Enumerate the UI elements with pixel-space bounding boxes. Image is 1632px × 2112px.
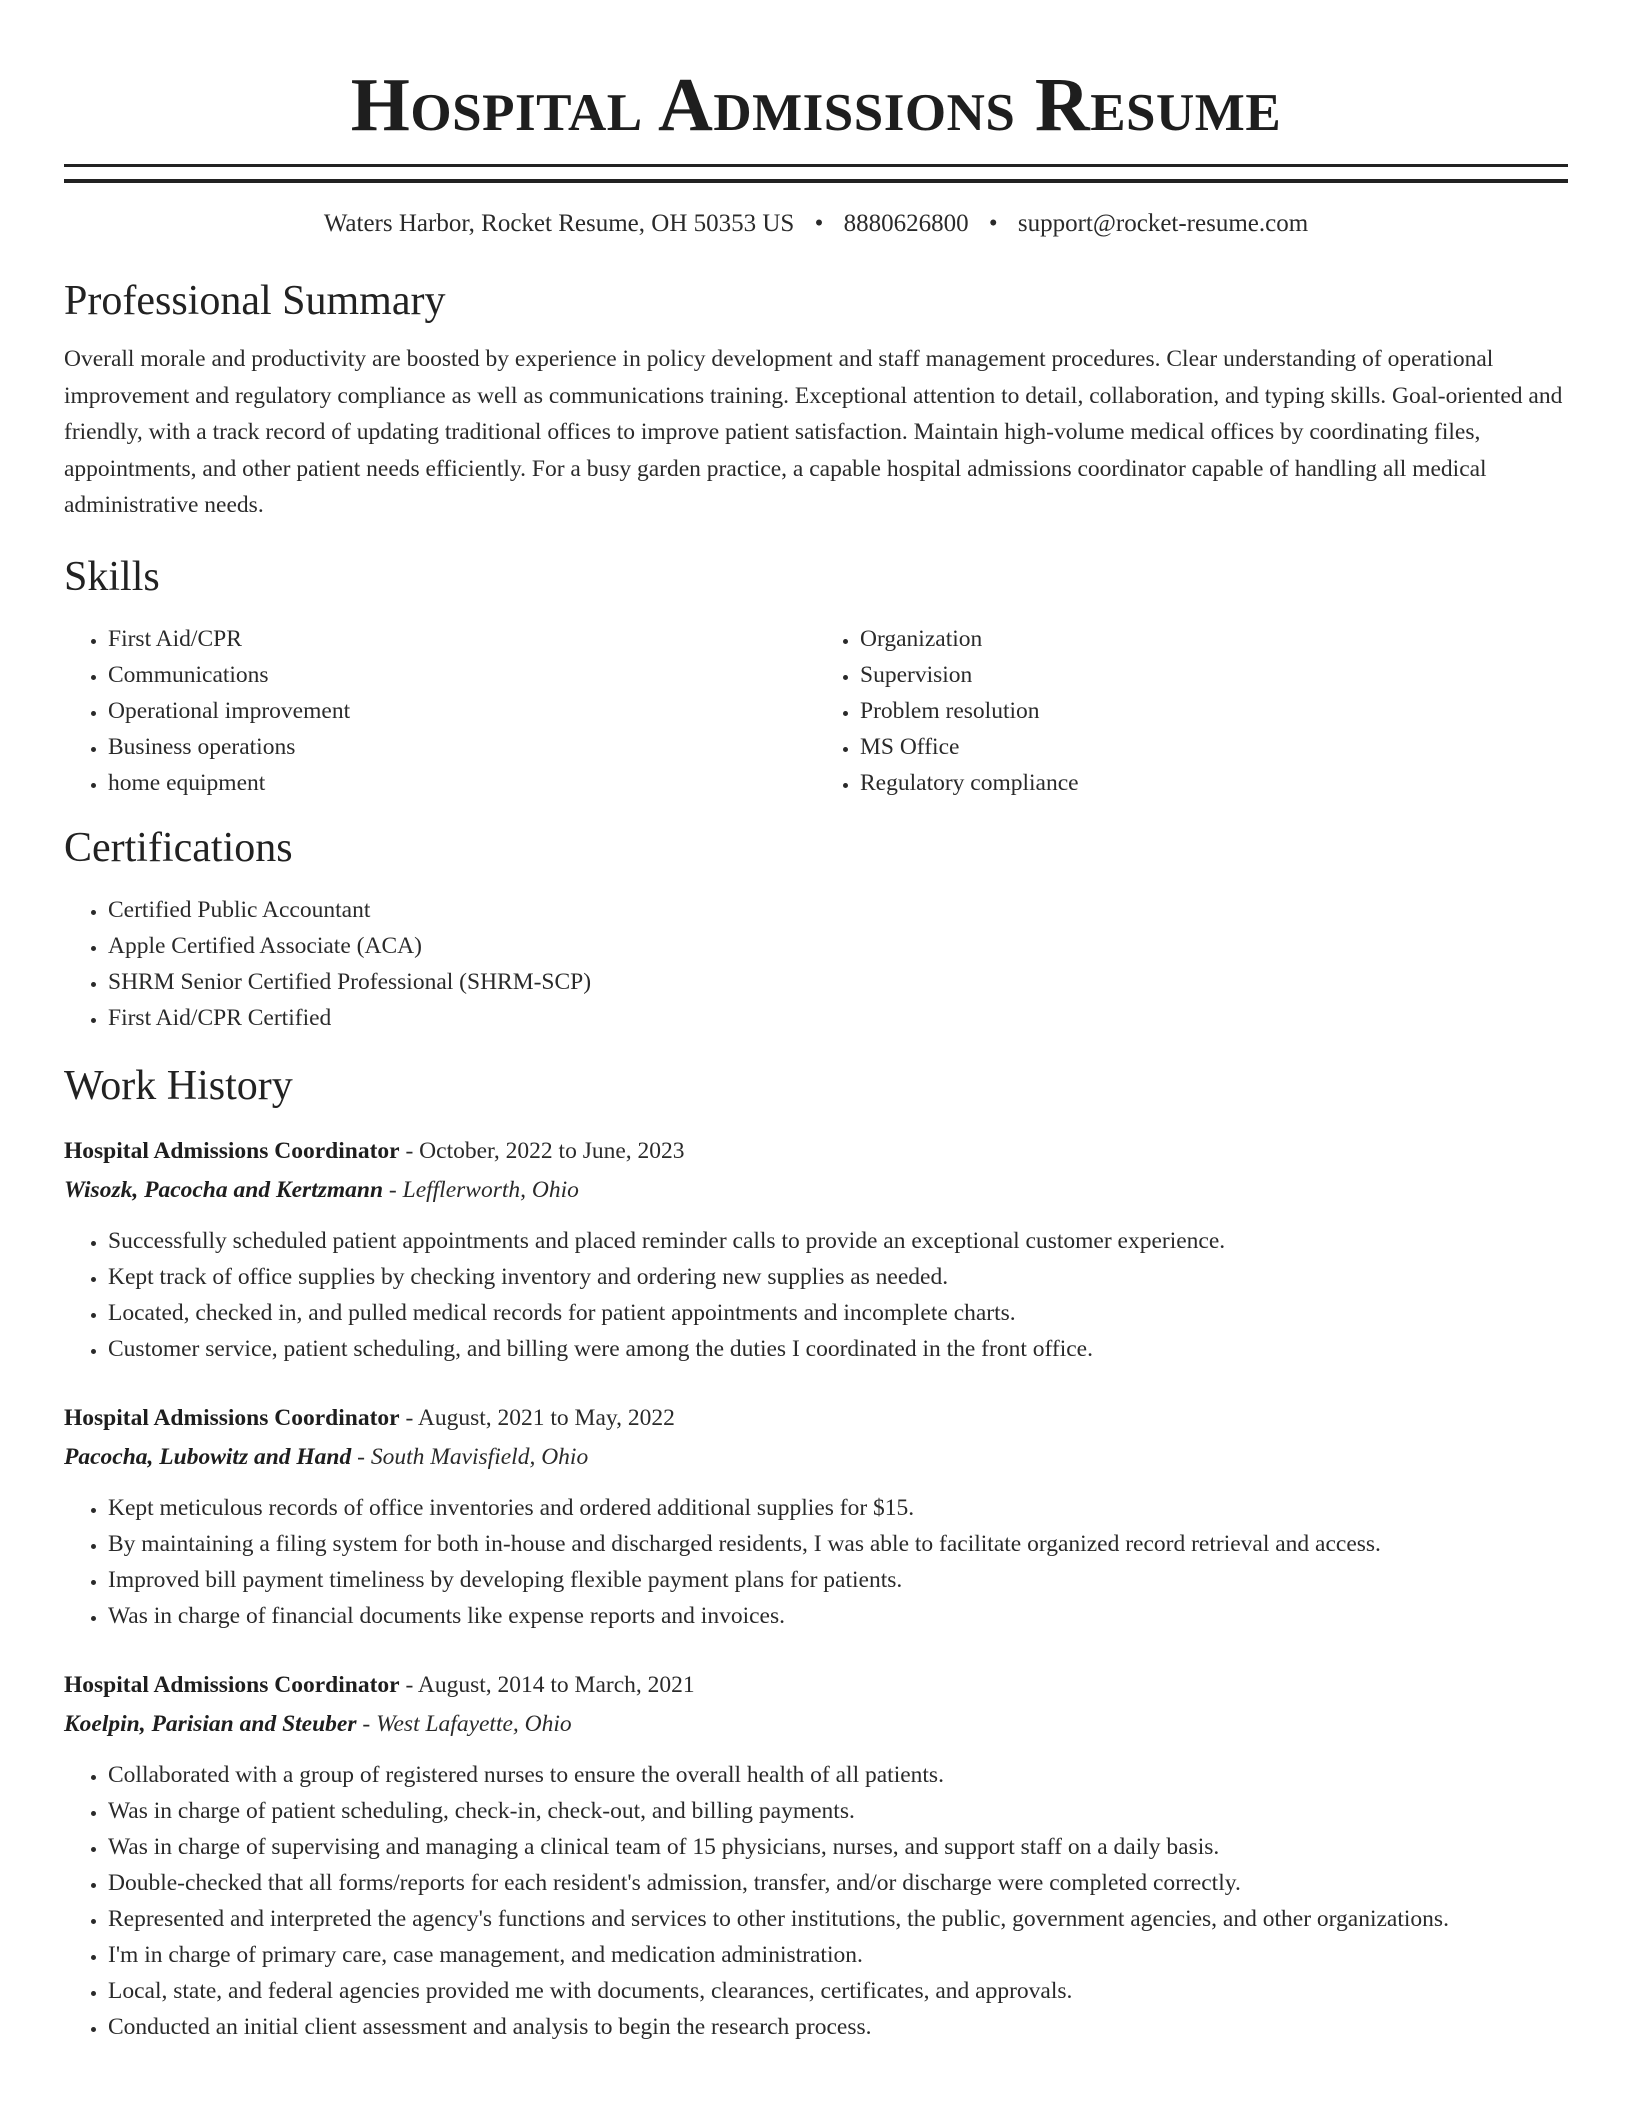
certifications-heading: Certifications xyxy=(64,824,293,871)
skill-item: • Organization xyxy=(860,621,1568,657)
job-duties-list xyxy=(64,1757,1568,2045)
job-entry xyxy=(64,1132,1568,1367)
job-duties-list xyxy=(64,1490,1568,1634)
job-duty: • Customer service, patient scheduling, and billing were among the duties I coordinated in the front office. xyxy=(108,1331,1568,1367)
certifications-section xyxy=(64,822,1568,1036)
job-dates: October, 2022 to June, 2023 xyxy=(419,1137,685,1164)
skills-section xyxy=(64,551,1568,801)
job-title: Hospital Admissions Coordinator xyxy=(64,1671,400,1698)
job-employer: Koelpin, Parisian and Steuber - West Lafayette, Ohio xyxy=(64,1710,572,1737)
job-location: West Lafayette, Ohio xyxy=(376,1710,572,1737)
job-duty: • By maintaining a filing system for both in-house and discharged residents, I was able to facilitate organized record retrieval and access. xyxy=(108,1526,1568,1562)
job-duty: • Kept meticulous records of office inventories and ordered additional supplies for $15. xyxy=(108,1490,1568,1526)
job-duty: • Double-checked that all forms/reports for each resident's admission, transfer, and/or discharge were completed correctly. xyxy=(108,1865,1568,1901)
job-duty: • Collaborated with a group of registered nurses to ensure the overall health of all patients. xyxy=(108,1757,1568,1793)
skill-item: • MS Office xyxy=(860,729,1568,765)
skills-left-list xyxy=(64,621,816,801)
summary-text: Overall morale and productivity are boosted by experience in policy development and staff management procedures. Clear understanding of operational improvement and regulatory compliance as well as communications training. Exceptional attention to detail, collaboration, and typing skills. Goal-oriented and friendly, with a track record of updating traditional offices to improve patient satisfaction. Maintain high-volume medical offices by coordinating files, appointments, and other patient needs efficiently. For a busy garden practice, a capable hospital admissions coordinator capable of handling all medical administrative needs. xyxy=(64,346,1563,518)
job-dates: August, 2021 to May, 2022 xyxy=(417,1404,675,1431)
job-duty: • Was in charge of patient scheduling, check-in, check-out, and billing payments. xyxy=(108,1793,1568,1829)
contact-address: Waters Harbor, Rocket Resume, OH 50353 US xyxy=(323,210,795,237)
job-duty: • Located, checked in, and pulled medical records for patient appointments and incomplete charts. xyxy=(108,1295,1568,1331)
skill-item: • Regulatory compliance xyxy=(860,765,1568,801)
job-duty: • Local, state, and federal agencies provided me with documents, clearances, certificates, and approvals. xyxy=(108,1973,1568,2009)
job-employer: Pacocha, Lubowitz and Hand - South Mavisfield, Ohio xyxy=(64,1443,589,1470)
skill-item: • Supervision xyxy=(860,657,1568,693)
job-duty: • Successfully scheduled patient appointments and placed reminder calls to provide an exceptional customer experience. xyxy=(108,1223,1568,1259)
skill-item: • Business operations xyxy=(108,729,816,765)
work-history-heading: Work History xyxy=(64,1062,293,1109)
skills-heading: Skills xyxy=(64,553,160,600)
contact-line xyxy=(64,207,1568,241)
skill-item: • home equipment xyxy=(108,765,816,801)
bullet-separator: • xyxy=(988,210,998,237)
job-header: Hospital Admissions Coordinator - October, 2022 to June, 2023 xyxy=(64,1137,685,1164)
resume-page xyxy=(64,0,1568,2045)
skills-right-list xyxy=(816,621,1568,801)
certifications-list xyxy=(64,892,1568,1036)
job-company: Koelpin, Parisian and Steuber xyxy=(64,1710,357,1737)
job-company: Pacocha, Lubowitz and Hand xyxy=(64,1443,352,1470)
certification-item: • First Aid/CPR Certified xyxy=(108,1000,1568,1036)
job-title: Hospital Admissions Coordinator xyxy=(64,1404,400,1431)
title-divider xyxy=(64,164,1568,183)
job-duty: • I'm in charge of primary care, case management, and medication administration. xyxy=(108,1937,1568,1973)
skill-item: • Communications xyxy=(108,657,816,693)
job-duty: • Was in charge of supervising and managing a clinical team of 15 physicians, nurses, and support staff on a daily basis. xyxy=(108,1829,1568,1865)
resume-title: Hospital Admissions Resume xyxy=(350,63,1282,147)
job-title: Hospital Admissions Coordinator xyxy=(64,1137,400,1164)
job-duties-list xyxy=(64,1223,1568,1367)
work-history-section xyxy=(64,1060,1568,2045)
summary-section xyxy=(64,275,1568,524)
job-header: Hospital Admissions Coordinator - August, 2021 to May, 2022 xyxy=(64,1404,675,1431)
skill-item: • Problem resolution xyxy=(860,693,1568,729)
contact-phone: 8880626800 xyxy=(843,210,969,237)
skills-columns xyxy=(64,621,1568,801)
job-duty: • Conducted an initial client assessment and analysis to begin the research process. xyxy=(108,2009,1568,2045)
job-location: South Mavisfield, Ohio xyxy=(370,1443,589,1470)
job-company: Wisozk, Pacocha and Kertzmann xyxy=(64,1176,384,1203)
job-entry xyxy=(64,1666,1568,2045)
summary-heading: Professional Summary xyxy=(64,278,446,324)
job-employer: Wisozk, Pacocha and Kertzmann - Lefflerworth, Ohio xyxy=(64,1176,579,1203)
skill-item: • Operational improvement xyxy=(108,693,816,729)
skill-item: • First Aid/CPR xyxy=(108,621,816,657)
job-duty: • Was in charge of financial documents like expense reports and invoices. xyxy=(108,1598,1568,1634)
job-location: Lefflerworth, Ohio xyxy=(402,1176,579,1203)
bullet-separator: • xyxy=(814,210,824,237)
job-duty: • Kept track of office supplies by checking inventory and ordering new supplies as needed. xyxy=(108,1259,1568,1295)
job-dates: August, 2014 to March, 2021 xyxy=(417,1671,695,1698)
job-duty: • Improved bill payment timeliness by developing flexible payment plans for patients. xyxy=(108,1562,1568,1598)
certification-item: • Apple Certified Associate (ACA) xyxy=(108,928,1568,964)
certification-item: • Certified Public Accountant xyxy=(108,892,1568,928)
job-entry xyxy=(64,1399,1568,1634)
job-duty: • Represented and interpreted the agency's functions and services to other institutions, the public, government agencies, and other organizations. xyxy=(108,1901,1568,1937)
certification-item: • SHRM Senior Certified Professional (SHRM-SCP) xyxy=(108,964,1568,1000)
contact-email: support@rocket-resume.com xyxy=(1017,210,1309,237)
job-header: Hospital Admissions Coordinator - August, 2014 to March, 2021 xyxy=(64,1671,695,1698)
